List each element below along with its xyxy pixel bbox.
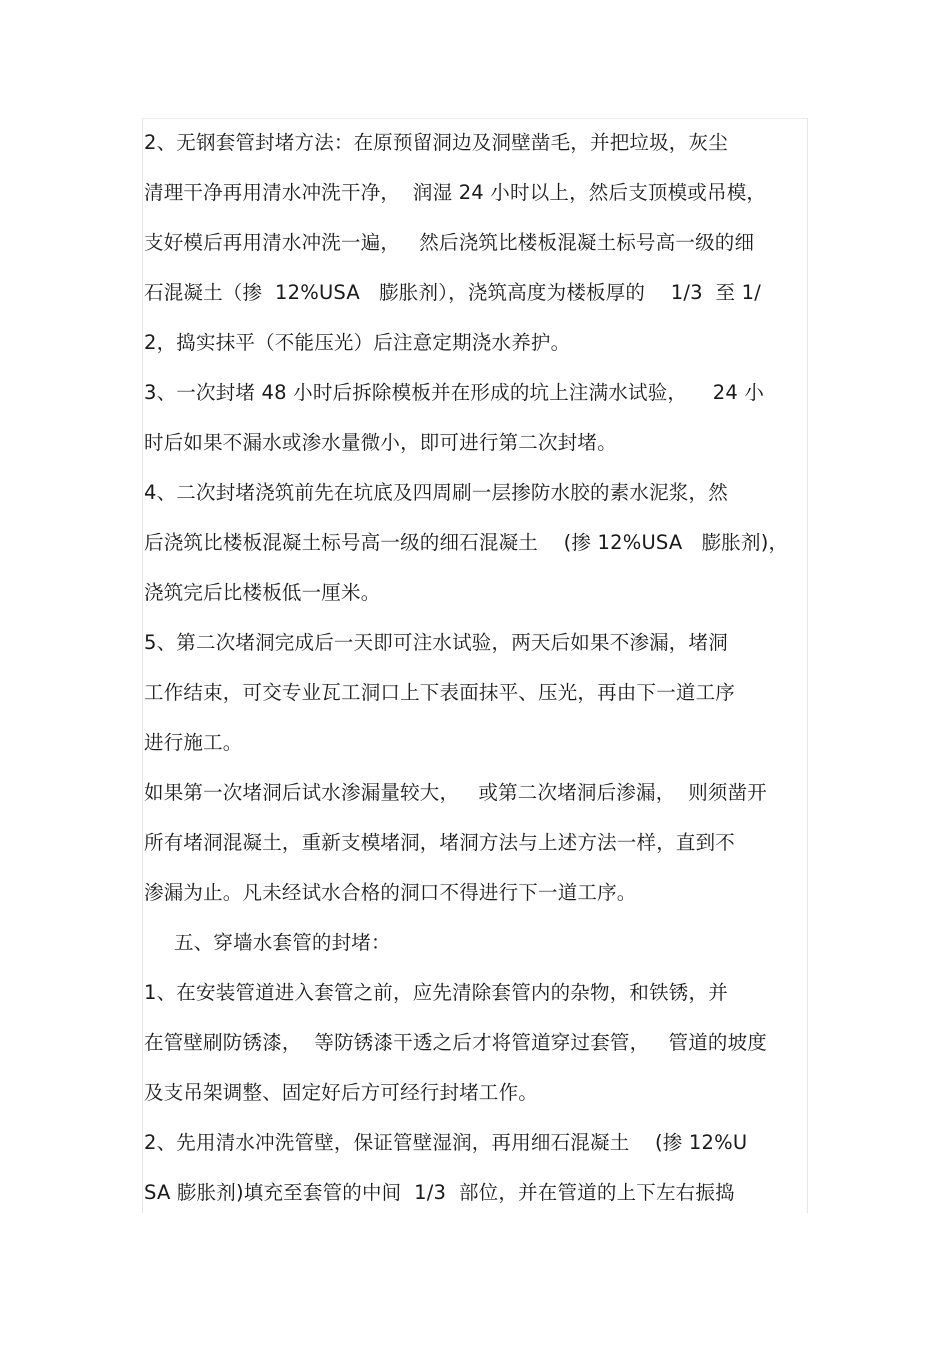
text-line: 3、一次封堵 48 小时后拆除模板并在形成的坑上注满水试验， 24 小	[144, 381, 765, 404]
document-body	[144, 118, 834, 1218]
text-line: 4、二次封堵浇筑前先在坑底及四周刷一层掺防水胶的素水泥浆，然	[144, 481, 728, 504]
text-line: 石混凝土（掺 12%USA 膨胀剂），浇筑高度为楼板厚的 1/3 至 1/	[144, 281, 761, 304]
text-line: 浇筑完后比楼板低一厘米。	[144, 581, 381, 604]
text-line: 1、在安装管道进入套管之前，应先清除套管内的杂物，和铁锈，并	[144, 981, 728, 1004]
text-line: 所有堵洞混凝土，重新支模堵洞，堵洞方法与上述方法一样，直到不	[144, 831, 736, 854]
text-line: 渗漏为止。凡未经试水合格的洞口不得进行下一道工序。	[144, 881, 637, 904]
text-line: 2、先用清水冲洗管壁，保证管壁湿润，再用细石混凝土 (掺 12%U	[144, 1131, 748, 1154]
text-line: 时后如果不漏水或渗水量微小，即可进行第二次封堵。	[144, 431, 617, 454]
text-line: 2、无钢套管封堵方法：在原预留洞边及洞壁凿毛，并把垃圾，灰尘	[144, 131, 728, 154]
text-line: 进行施工。	[144, 731, 243, 754]
text-line: SA 膨胀剂)填充至套管的中间 1/3 部位，并在管道的上下左右振捣	[144, 1181, 735, 1204]
text-line: 如果第一次堵洞后试水渗漏量较大， 或第二次堵洞后渗漏， 则须凿开	[144, 781, 767, 804]
text-line: 后浇筑比楼板混凝土标号高一级的细石混凝土 (掺 12%USA 膨胀剂)，	[144, 531, 789, 554]
text-line: 在管壁刷防锈漆， 等防锈漆干透之后才将管道穿过套管， 管道的坡度	[144, 1031, 767, 1054]
text-line: 5、第二次堵洞完成后一天即可注水试验，两天后如果不渗漏，堵洞	[144, 631, 728, 654]
text-line: 及支吊架调整、固定好后方可经行封堵工作。	[144, 1081, 539, 1104]
text-line: 清理干净再用清水冲洗干净， 润湿 24 小时以上，然后支顶模或吊模，	[144, 181, 767, 204]
section-heading: 五、穿墙水套管的封堵：	[174, 931, 391, 954]
text-line: 工作结束，可交专业瓦工洞口上下表面抹平、压光，再由下一道工序	[144, 681, 736, 704]
text-line: 支好模后再用清水冲洗一遍， 然后浇筑比楼板混凝土标号高一级的细	[144, 231, 755, 254]
text-line: 2，捣实抹平（不能压光）后注意定期浇水养护。	[144, 331, 571, 354]
